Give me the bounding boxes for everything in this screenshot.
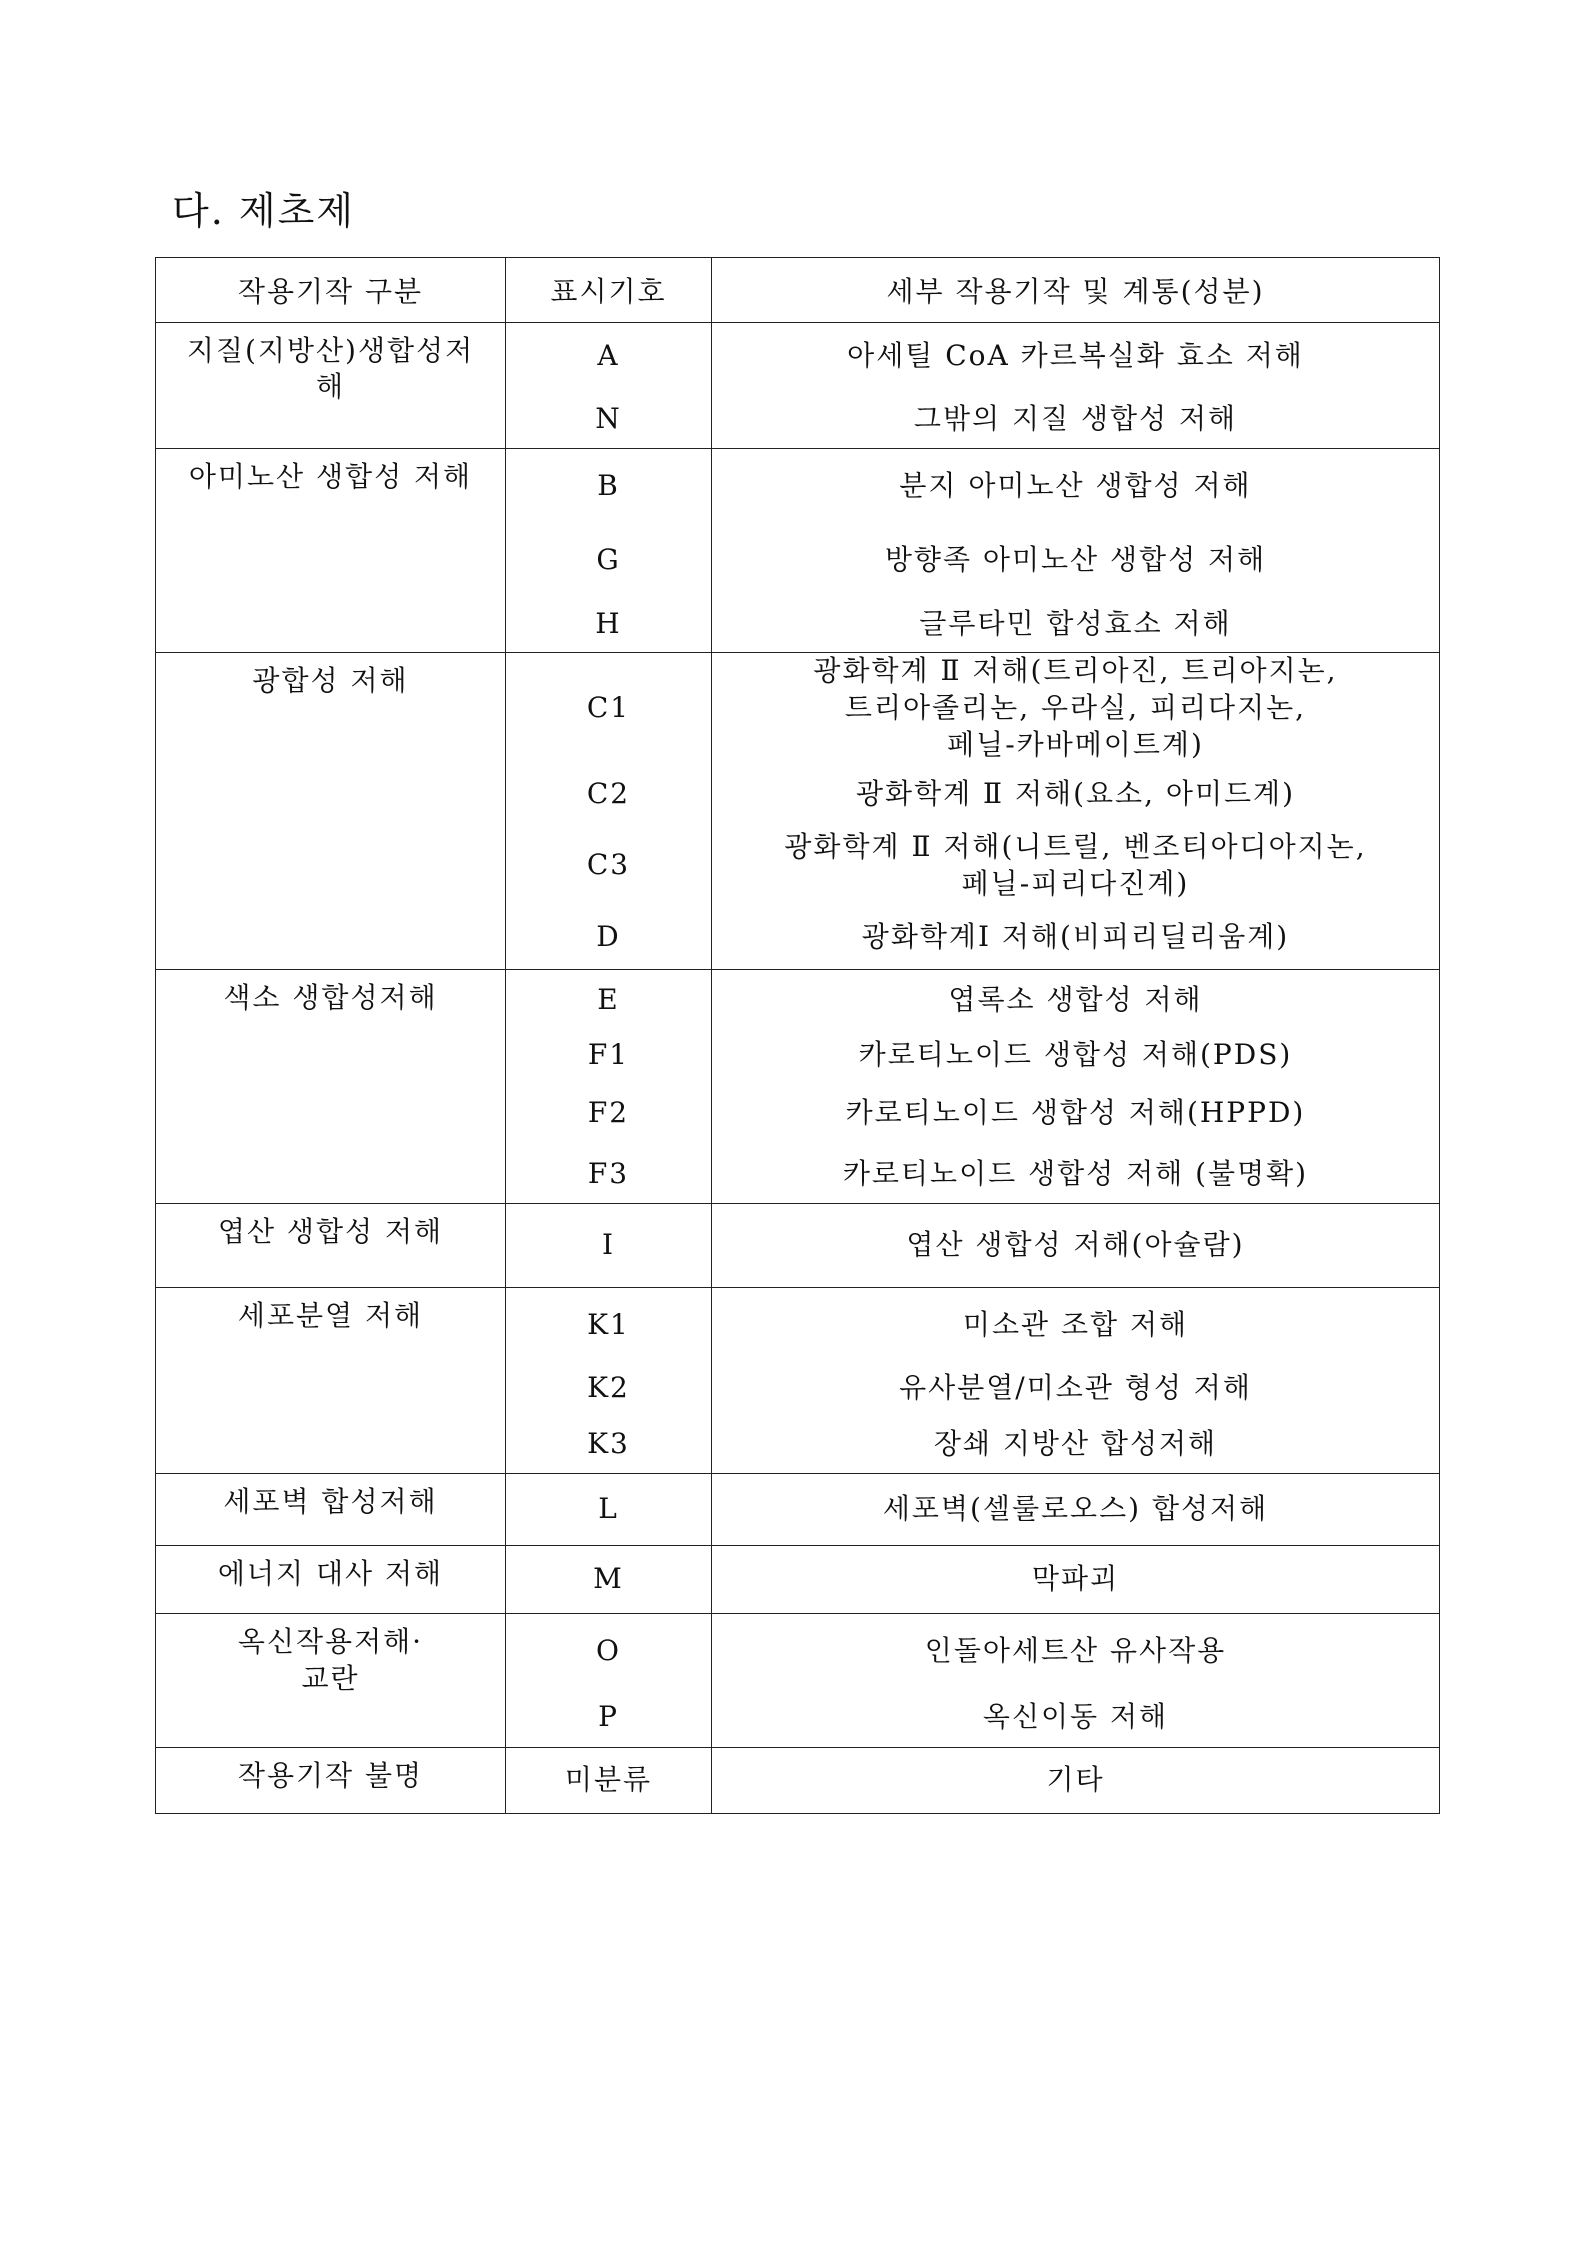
- code-label: F1: [587, 1038, 630, 1072]
- detail-cell: [712, 449, 1440, 525]
- code-cell: [506, 1288, 712, 1362]
- category-cell: [156, 1204, 506, 1288]
- category-label: 옥신작용저해· 교란: [237, 1625, 424, 1695]
- detail-label: 카로티노이드 생합성 저해 (불명확): [842, 1157, 1309, 1191]
- detail-label: 방향족 아미노산 생합성 저해: [884, 543, 1267, 577]
- code-label: C3: [586, 848, 631, 882]
- detail-label: 글루타민 합성효소 저해: [919, 606, 1232, 640]
- detail-label: 옥신이동 저해: [982, 1700, 1169, 1734]
- code-label: E: [597, 982, 620, 1016]
- code-label: C2: [586, 777, 631, 811]
- detail-cell: [712, 391, 1440, 449]
- category-cell: [156, 970, 506, 1204]
- table-row: [156, 323, 1440, 391]
- detail-cell: [712, 597, 1440, 653]
- detail-label: 막파괴: [1031, 1562, 1120, 1596]
- category-cell: [156, 323, 506, 449]
- detail-cell: [712, 323, 1440, 391]
- detail-label: 광화학계 Ⅱ 저해(트리아진, 트리아지논, 트리아졸리논, 우라실, 피리다지논, 페닐-카바메이트계): [813, 654, 1338, 761]
- detail-label: 인돌아세트산 유사작용: [924, 1633, 1227, 1667]
- code-cell: [506, 1546, 712, 1614]
- page-heading: 다. 제초제: [172, 189, 355, 233]
- code-cell: [506, 449, 712, 525]
- code-label: D: [596, 920, 621, 954]
- code-cell: [506, 653, 712, 764]
- detail-cell: [712, 970, 1440, 1030]
- detail-cell: [712, 1474, 1440, 1546]
- detail-cell: [712, 1146, 1440, 1204]
- category-label: 세포분열 저해: [237, 1299, 424, 1333]
- detail-cell: [712, 826, 1440, 906]
- table-row: [156, 1288, 1440, 1362]
- code-cell: [506, 597, 712, 653]
- detail-cell: [712, 1614, 1440, 1688]
- code-cell: [506, 970, 712, 1030]
- code-cell: [506, 1082, 712, 1146]
- header-row: [156, 258, 1440, 323]
- detail-cell: [712, 1748, 1440, 1814]
- code-cell: [506, 1204, 712, 1288]
- detail-cell: [712, 653, 1440, 764]
- detail-cell: [712, 1362, 1440, 1416]
- category-label: 엽산 생합성 저해: [217, 1215, 444, 1249]
- detail-cell: [712, 1082, 1440, 1146]
- table-row: [156, 1204, 1440, 1288]
- header-detail: 세부 작용기작 및 계통(성분): [712, 258, 1440, 323]
- detail-cell: [712, 1688, 1440, 1748]
- category-label: 색소 생합성저해: [223, 981, 438, 1015]
- detail-label: 엽산 생합성 저해(아슐람): [906, 1228, 1245, 1262]
- code-label: G: [596, 543, 621, 577]
- detail-cell: [712, 1416, 1440, 1474]
- category-label: 세포벽 합성저해: [223, 1485, 438, 1519]
- category-cell: [156, 449, 506, 653]
- detail-cell: [712, 1030, 1440, 1082]
- table-row: [156, 970, 1440, 1030]
- category-cell: [156, 1546, 506, 1614]
- header-category: 작용기작 구분: [156, 258, 506, 323]
- category-cell: [156, 1474, 506, 1546]
- detail-label: 엽록소 생합성 저해: [948, 982, 1203, 1016]
- detail-label: 장쇄 지방산 합성저해: [933, 1427, 1218, 1461]
- code-cell: [506, 1748, 712, 1814]
- code-cell: [506, 1688, 712, 1748]
- code-cell: [506, 1030, 712, 1082]
- code-cell: [506, 1146, 712, 1204]
- detail-label: 세포벽(셀룰로오스) 합성저해: [882, 1492, 1269, 1526]
- header-code: 표시기호: [506, 258, 712, 323]
- table-row: [156, 449, 1440, 525]
- detail-label: 카로티노이드 생합성 저해(HPPD): [845, 1096, 1306, 1130]
- detail-cell: [712, 906, 1440, 970]
- detail-label: 광화학계 Ⅱ 저해(요소, 아미드계): [855, 777, 1296, 811]
- code-label: H: [595, 606, 622, 640]
- code-label: I: [601, 1228, 616, 1262]
- table-header: [156, 258, 1440, 323]
- code-cell: [506, 1614, 712, 1688]
- code-label: C1: [586, 690, 631, 724]
- detail-label: 분지 아미노산 생합성 저해: [899, 469, 1252, 503]
- code-label: K2: [587, 1371, 630, 1405]
- detail-label: 유사분열/미소관 형성 저해: [899, 1371, 1252, 1405]
- table-row: [156, 1614, 1440, 1688]
- detail-label: 광화학계Ⅰ 저해(비피리딜리움계): [861, 920, 1290, 954]
- code-label: K3: [587, 1427, 630, 1461]
- code-label: M: [593, 1562, 624, 1596]
- code-cell: [506, 323, 712, 391]
- detail-cell: [712, 764, 1440, 826]
- code-label: 미분류: [564, 1763, 653, 1797]
- category-label: 작용기작 불명: [237, 1759, 424, 1793]
- category-cell: [156, 1288, 506, 1474]
- code-label: A: [597, 339, 620, 373]
- detail-cell: [712, 1288, 1440, 1362]
- category-label: 에너지 대사 저해: [217, 1557, 444, 1591]
- code-cell: [506, 391, 712, 449]
- code-label: F3: [587, 1157, 630, 1191]
- code-label: O: [596, 1633, 621, 1667]
- category-label: 지질(지방산)생합성저 해: [186, 334, 475, 404]
- detail-label: 광화학계 Ⅱ 저해(니트릴, 벤조티아디아지논, 페닐-피리다진계): [784, 829, 1367, 900]
- detail-label: 그밖의 지질 생합성 저해: [913, 401, 1238, 435]
- category-label: 아미노산 생합성 저해: [188, 460, 473, 493]
- detail-cell: [712, 1204, 1440, 1288]
- code-label: K1: [587, 1307, 630, 1341]
- code-label: F2: [587, 1096, 630, 1130]
- code-label: N: [595, 401, 622, 435]
- category-cell: [156, 1614, 506, 1748]
- category-label: 광합성 저해: [252, 664, 409, 697]
- herbicide-moa-table: [155, 257, 1440, 1814]
- code-cell: [506, 525, 712, 597]
- table-row: [156, 1748, 1440, 1814]
- category-cell: [156, 1748, 506, 1814]
- detail-cell: [712, 1546, 1440, 1614]
- detail-label: 기타: [1046, 1763, 1105, 1797]
- detail-label: 아세틸 CoA 카르복실화 효소 저해: [847, 339, 1304, 373]
- category-cell: [156, 653, 506, 970]
- code-cell: [506, 1362, 712, 1416]
- code-label: P: [598, 1700, 619, 1734]
- table-body: [156, 323, 1440, 1814]
- code-label: B: [597, 469, 620, 503]
- table-row: [156, 1546, 1440, 1614]
- table-row: [156, 653, 1440, 764]
- detail-label: 미소관 조합 저해: [962, 1307, 1189, 1341]
- code-cell: [506, 764, 712, 826]
- code-label: L: [598, 1492, 619, 1526]
- code-cell: [506, 1474, 712, 1546]
- code-cell: [506, 1416, 712, 1474]
- detail-cell: [712, 525, 1440, 597]
- detail-label: 카로티노이드 생합성 저해(PDS): [858, 1038, 1293, 1072]
- table-row: [156, 1474, 1440, 1546]
- code-cell: [506, 906, 712, 970]
- code-cell: [506, 826, 712, 906]
